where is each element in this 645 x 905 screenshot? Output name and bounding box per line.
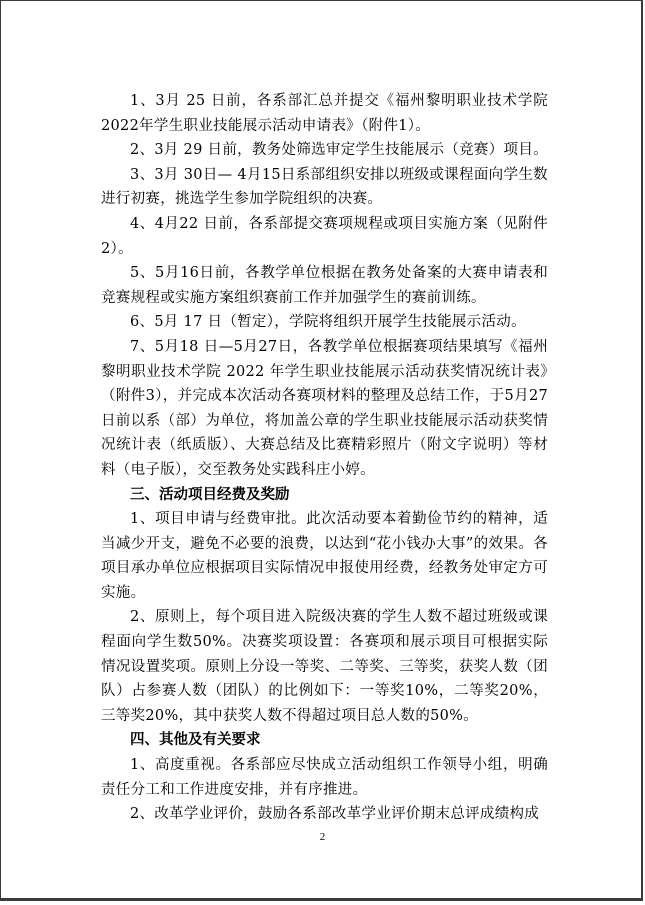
requirement-item-2: 2、改革学业评价，鼓励各系部改革学业评价期末总评成绩构成	[130, 806, 540, 823]
funding-item-2: 2、原则上，每个项目进入院级决赛的学生人数不超过班级或课程面向学生数50%。决赛奖项设置：各赛项和展示项目可根据实际情况设置奖项。原则上分设一等奖、二等奖、三等奖，获奖人数（团队）占参赛人数（团队）的比例如下：一等奖10%，二等奖20%，三等奖20%，其中获奖人数不得超过项目总人数的50%。	[101, 609, 548, 724]
timeline-item-2: 2、3月 29 日前，教务处筛选审定学生技能展示（竞赛）项目。	[130, 142, 548, 159]
timeline-item-5: 5、5月16日前，各教学单位根据在教务处备案的大赛申请表和竞赛规程或实施方案组织赛前工作并加强学生的赛前训练。	[101, 265, 548, 306]
funding-item-1: 1、项目申请与经费审批。此次活动要本着勤俭节约的精神，适当减少开支，避免不必要的浪费，以达到“花小钱办大事”的效果。各项目承办单位应根据项目实际情况申报使用经费，经教务处审定方可实施。	[101, 511, 548, 601]
section-heading-funding: 三、活动项目经费及奖励	[130, 486, 290, 503]
timeline-item-1: 1、3月 25 日前，各系部汇总并提交《福州黎明职业技术学院2022年学生职业技能展示活动申请表》（附件1）。	[101, 93, 548, 134]
timeline-item-6: 6、5月 17 日（暂定），学院将组织开展学生技能展示活动。	[130, 314, 526, 331]
page-number: 2	[319, 831, 326, 843]
section-heading-requirements: 四、其他及有关要求	[130, 732, 261, 749]
timeline-item-7: 7、5月18 日—5月27日，各教学单位根据赛项结果填写《福州黎明职业技术学院 2022 年学生职业技能展示活动获奖情况统计表》（附件3），并完成本次活动各赛项材料的整理及总结工作，于5月27日前以系（部）为单位，将加盖公章的学生职业技能展示活动获奖情况统计表（纸质版）、大赛总结及比赛精彩照片（附文字说明）等材料（电子版），交至教务处实践科庄小婷。	[101, 338, 548, 478]
timeline-item-3: 3、3月 30日— 4月15日系部组织安排以班级或课程面向学生数进行初赛，挑选学生参加学院组织的决赛。	[101, 166, 548, 208]
timeline-item-4: 4、4月22 日前，各系部提交赛项规程或项目实施方案（见附件2）。	[101, 215, 548, 257]
requirement-item-1: 1、高度重视。各系部应尽快成立活动组织工作领导小组，明确责任分工和工作进度安排，并有序推进。	[101, 757, 548, 798]
document-body	[101, 89, 548, 827]
